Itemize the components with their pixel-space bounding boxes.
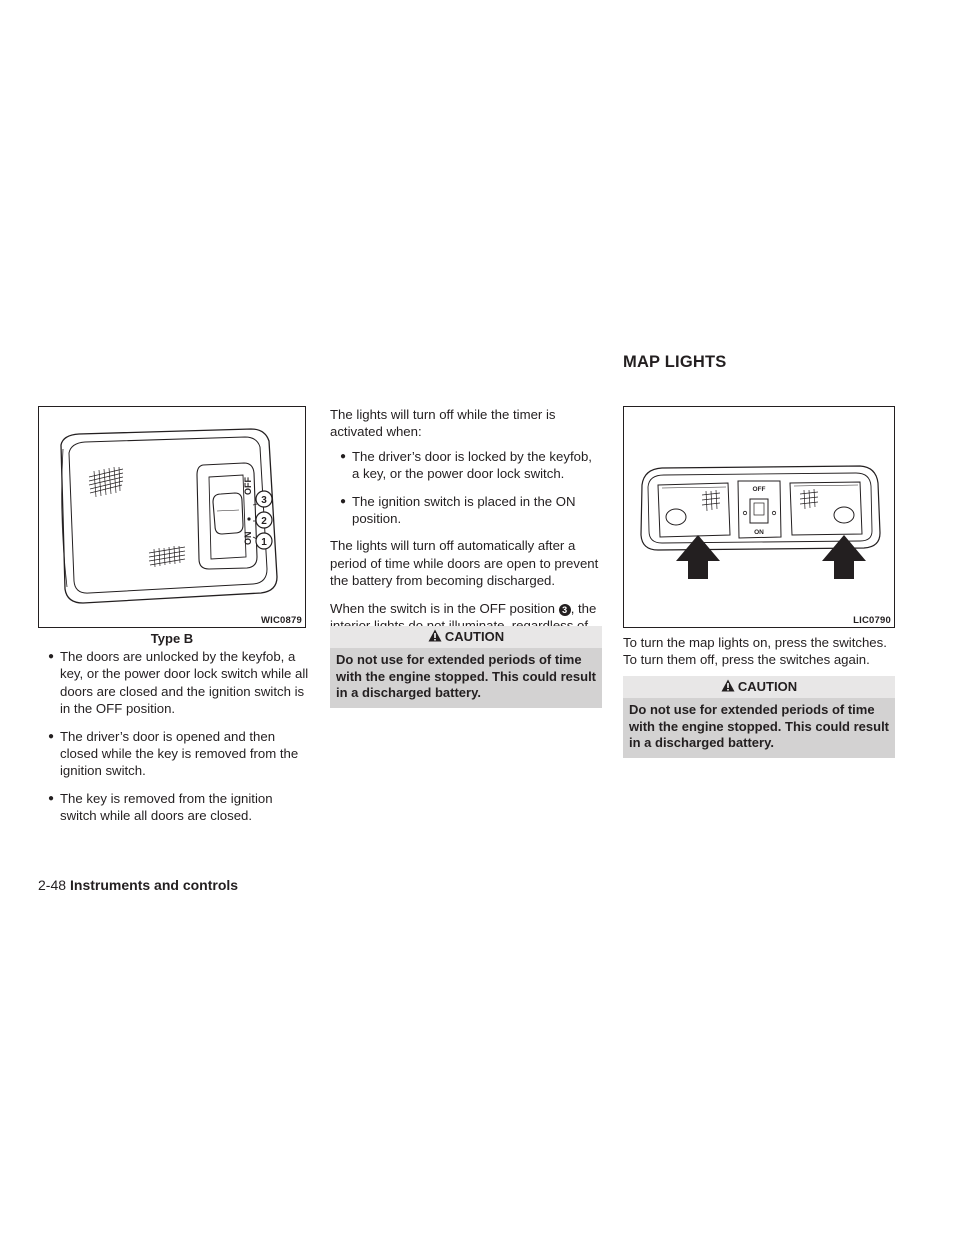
arrow-up-icon: [676, 535, 720, 579]
switch-off-label: OFF: [243, 477, 253, 495]
bullet-icon: ●: [340, 495, 347, 507]
bullet-icon: ●: [340, 450, 347, 462]
figure-caption: Type B: [150, 631, 194, 646]
callout-3-icon: 3: [559, 604, 571, 616]
page-number: 2-48: [38, 877, 67, 893]
warning-icon: [428, 629, 442, 642]
callout-3: 3: [261, 495, 267, 506]
caution-box: [330, 626, 602, 708]
column-2: [330, 406, 602, 652]
figure-map-lights: [623, 406, 895, 628]
callout-2: 2: [261, 516, 267, 527]
caution-header: [623, 676, 895, 698]
paragraph: The lights will turn off automatically after a period of time while doors are open to prevent the battery from becoming discharged.: [330, 538, 599, 589]
paragraph: When the switch is in the OFF position 3 , the: [330, 600, 597, 616]
caution-title: CAUTION: [737, 679, 798, 694]
figure-code: WIC0879: [260, 615, 302, 626]
bullet-icon: ●: [48, 792, 55, 804]
column-1: [38, 648, 310, 825]
intro-paragraph: The lights will turn off while the timer is activated when:: [330, 407, 556, 440]
list-item: ● The doors are unlocked by the keyfob, a key, or the power door lock switch while all doors are closed and the ignition switch is in the OFF position.: [48, 649, 309, 717]
list-item: ● The driver’s door is locked by the keyfob, a key, or the power door lock switch.: [340, 448, 592, 482]
footer-section: Instruments and controls: [70, 877, 239, 893]
figure-code: LIC0790: [853, 615, 891, 626]
caution-text: Do not use for extended periods of time with the engine stopped. This could result in a discharged battery.: [330, 648, 602, 708]
callout-1: 1: [261, 537, 267, 548]
warning-icon: [721, 679, 735, 692]
switch-on-label: ON: [243, 531, 253, 545]
caution-title: CAUTION: [444, 629, 505, 644]
switch-off-label: OFF: [752, 486, 766, 493]
switch-on-label: ON: [754, 529, 764, 536]
caution-text: Do not use for extended periods of time with the engine stopped. This could result in a discharged battery.: [623, 698, 895, 758]
list-item: ● The driver’s door is opened and then closed while the key is removed from the ignition switch.: [48, 728, 299, 779]
caution-box: [623, 676, 895, 758]
list-item: ● The ignition switch is placed in the ON position.: [340, 493, 576, 527]
section-heading: MAP LIGHTS: [623, 353, 727, 371]
page-footer: [38, 877, 238, 895]
map-lights-paragraph: To turn the map lights on, press the switches. To turn them off, press the switches again.: [623, 635, 887, 668]
room-lamp-illustration: [39, 407, 305, 627]
list-item: ● The key is removed from the ignition switch while all doors are closed.: [48, 790, 273, 824]
map-lights-illustration: [624, 407, 894, 627]
figure-room-lamp-switch: [38, 406, 306, 628]
caution-header: [330, 626, 602, 648]
bullet-icon: ●: [48, 651, 55, 662]
bullet-icon: ●: [48, 730, 55, 742]
